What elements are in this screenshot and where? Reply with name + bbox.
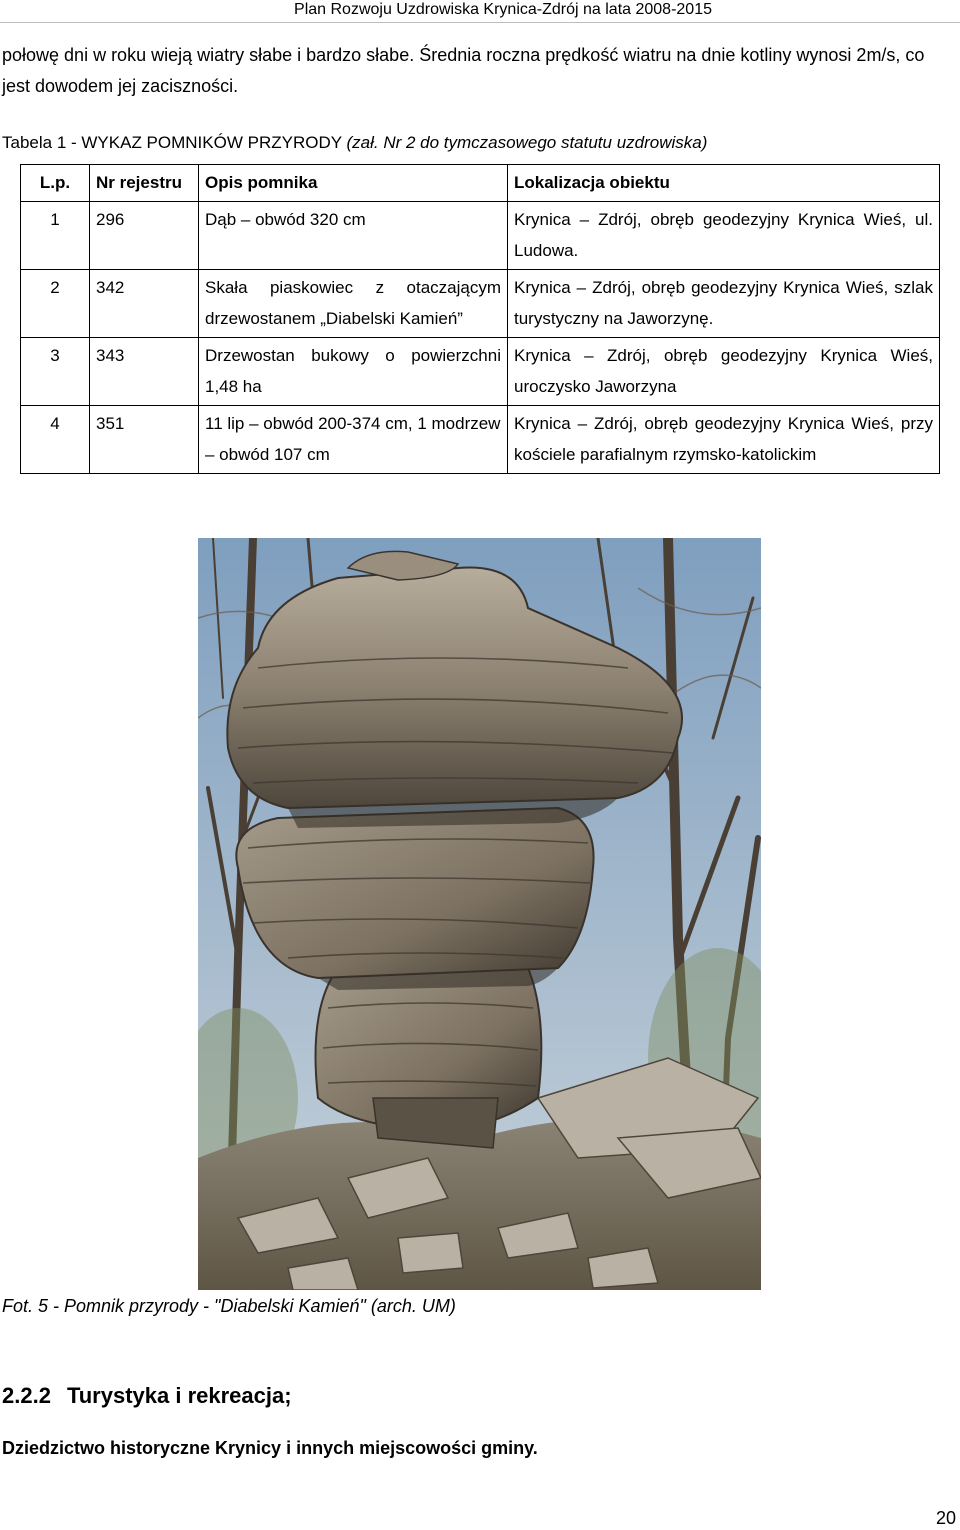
section-title: Turystyka i rekreacja; (66, 1383, 292, 1408)
subheading: Dziedzictwo historyczne Krynicy i innych miejscowości gminy. (2, 1438, 538, 1458)
table-row (21, 270, 940, 338)
header-lp: L.p. (21, 165, 90, 202)
diabelski-kamien-photo (198, 538, 761, 1290)
body-paragraph: połowę dni w roku wieją wiatry słabe i bardzo słabe. Średnia roczna prędkość wiatru na dnie kotliny wynosi 2m/s, co jest dowodem jej zaciszności. (2, 45, 925, 96)
cell-location: Krynica – Zdrój, obręb geodezyjny Krynica Wieś, szlak turystyczny na Jaworzynę. (508, 270, 940, 338)
photo-caption: Fot. 5 - Pomnik przyrody - "Diabelski Kamień" (arch. UM) (2, 1296, 456, 1316)
section-number: 2.2.2 (2, 1383, 51, 1408)
cell-lp: 3 (21, 338, 90, 406)
cell-registry: 351 (90, 406, 199, 474)
cell-registry: 343 (90, 338, 199, 406)
cell-lp: 1 (21, 202, 90, 270)
table-caption-prefix: Tabela 1 - WYKAZ POMNIKÓW PRZYRODY (2, 133, 347, 152)
header-registry: Nr rejestru (90, 165, 199, 202)
cell-description: Skała piaskowiec z otaczającym drzewostanem „Diabelski Kamień” (199, 270, 508, 338)
cell-location: Krynica – Zdrój, obręb geodezyjny Krynica Wieś, uroczysko Jaworzyna (508, 338, 940, 406)
table-header-row (21, 165, 940, 202)
cell-description: 11 lip – obwód 200-374 cm, 1 modrzew – obwód 107 cm (199, 406, 508, 474)
table-row (21, 202, 940, 270)
table-row (21, 406, 940, 474)
cell-location: Krynica – Zdrój, obręb geodezyjny Krynica Wieś, przy kościele parafialnym rzymsko-katolickim (508, 406, 940, 474)
cell-lp: 4 (21, 406, 90, 474)
rock-formation-illustration (198, 538, 761, 1290)
cell-registry: 296 (90, 202, 199, 270)
page-header (0, 0, 960, 23)
cell-lp: 2 (21, 270, 90, 338)
cell-description: Drzewostan bukowy o powierzchni 1,48 ha (199, 338, 508, 406)
header-location: Lokalizacja obiektu (508, 165, 940, 202)
cell-registry: 342 (90, 270, 199, 338)
page-number: 20 (935, 1508, 956, 1528)
document-title: Plan Rozwoju Uzdrowiska Krynica-Zdrój na lata 2008-2015 (294, 1, 712, 18)
table-row (21, 338, 940, 406)
header-description: Opis pomnika (199, 165, 508, 202)
monuments-table (20, 164, 940, 474)
table-caption-note: (zał. Nr 2 do tymczasowego statutu uzdrowiska) (346, 133, 708, 152)
cell-description: Dąb – obwód 320 cm (199, 202, 508, 270)
cell-location: Krynica – Zdrój, obręb geodezyjny Krynica Wieś, ul. Ludowa. (508, 202, 940, 270)
table-caption (2, 133, 707, 153)
section-heading (2, 1383, 292, 1409)
